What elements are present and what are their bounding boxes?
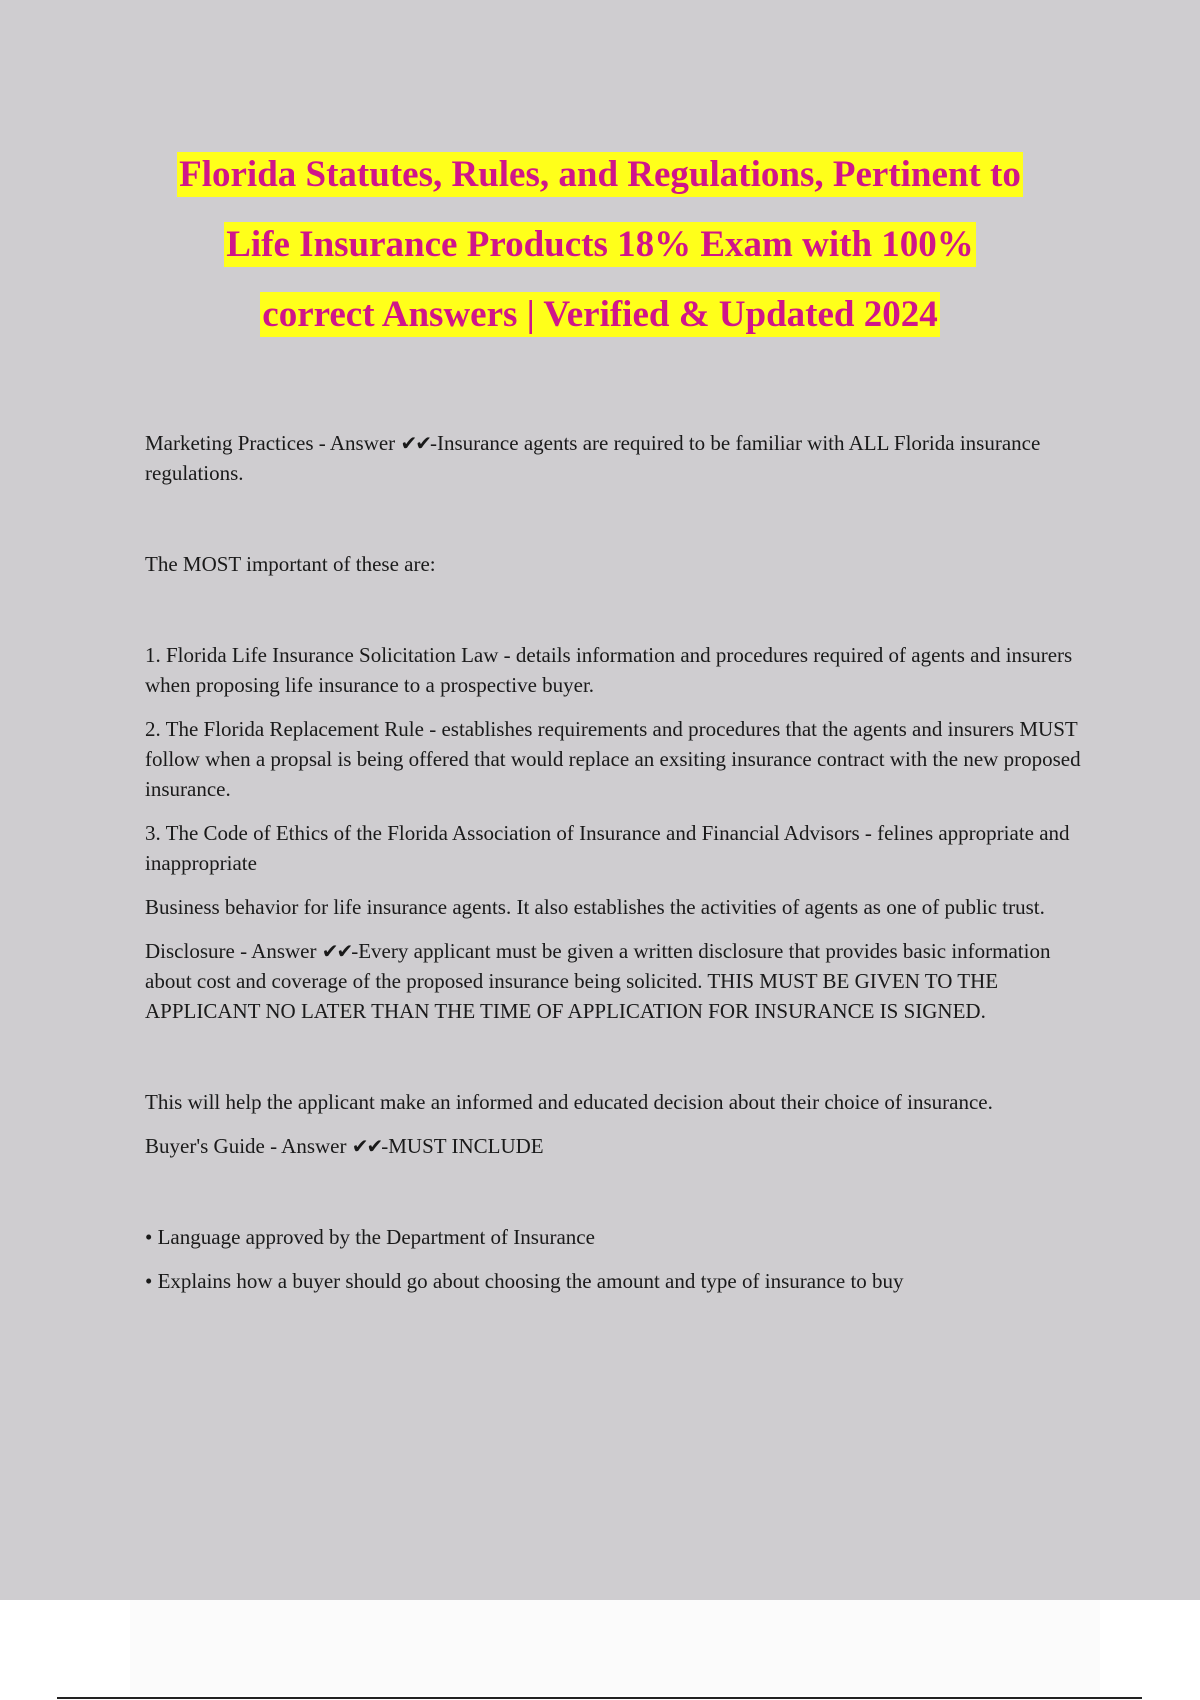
- double-check-icon: ✔✔: [321, 939, 352, 963]
- buyers-guide-term: Buyer's Guide - Answer: [145, 1134, 352, 1158]
- business-behavior-paragraph: Business behavior for life insurance agents. It also establishes the activities of agents as one of public trust.: [145, 895, 1045, 919]
- footer-divider: [57, 1697, 1142, 1699]
- next-page-preview: [130, 1600, 1100, 1695]
- disclosure-answer: -Every applicant must be given a written disclosure that provides basic information about cost and coverage of the proposed insurance being solicited. THIS MUST BE GIVEN TO THE APPLICANT NO LATER THAN THE TIME OF APPLICATION FOR INSURANCE IS SIGNED.: [145, 939, 1051, 1023]
- double-check-icon: ✔✔: [351, 1134, 382, 1158]
- title-line-1: [100, 140, 1100, 210]
- title-line-3-text: correct Answers | Verified & Updated 2024: [262, 294, 938, 335]
- list-item-1: 1. Florida Life Insurance Solicitation Law - details information and procedures required of agents and insurers when proposing life insurance to a prospective buyer.: [145, 643, 1073, 697]
- marketing-term: Marketing Practices - Answer: [145, 431, 401, 455]
- qa-disclosure: [145, 936, 1090, 1026]
- qa-marketing-practices: [145, 428, 1090, 488]
- disclosure-term: Disclosure - Answer: [145, 939, 322, 963]
- most-important-heading: The MOST important of these are:: [145, 552, 436, 576]
- qa-buyers-guide: [145, 1131, 1090, 1161]
- buyers-guide-answer: -MUST INCLUDE: [381, 1134, 544, 1158]
- title-line-1-text: Florida Statutes, Rules, and Regulations, Pertinent to: [179, 154, 1021, 195]
- title-line-2-text: Life Insurance Products 18% Exam with 100%: [226, 224, 974, 265]
- document-body: [145, 428, 1090, 1296]
- document-title: [100, 140, 1100, 350]
- title-line-2: [100, 210, 1100, 280]
- bullet-item-1: • Language approved by the Department of Insurance: [145, 1225, 595, 1249]
- list-item-3: 3. The Code of Ethics of the Florida Association of Insurance and Financial Advisors - felines appropriate and inappropriate: [145, 821, 1070, 875]
- bullet-item-2: • Explains how a buyer should go about choosing the amount and type of insurance to buy: [145, 1269, 904, 1293]
- help-paragraph: This will help the applicant make an informed and educated decision about their choice of insurance.: [145, 1090, 993, 1114]
- page-footer-area: [0, 1600, 1200, 1700]
- marketing-answer: -Insurance agents are required to be familiar with ALL Florida insurance regulations.: [145, 431, 1041, 485]
- list-item-2: 2. The Florida Replacement Rule - establishes requirements and procedures that the agents and insurers MUST follow when a propsal is being offered that would replace an exsiting insurance contract with the new proposed insurance.: [145, 717, 1081, 801]
- double-check-icon: ✔✔: [400, 431, 430, 455]
- title-line-3: [100, 280, 1100, 350]
